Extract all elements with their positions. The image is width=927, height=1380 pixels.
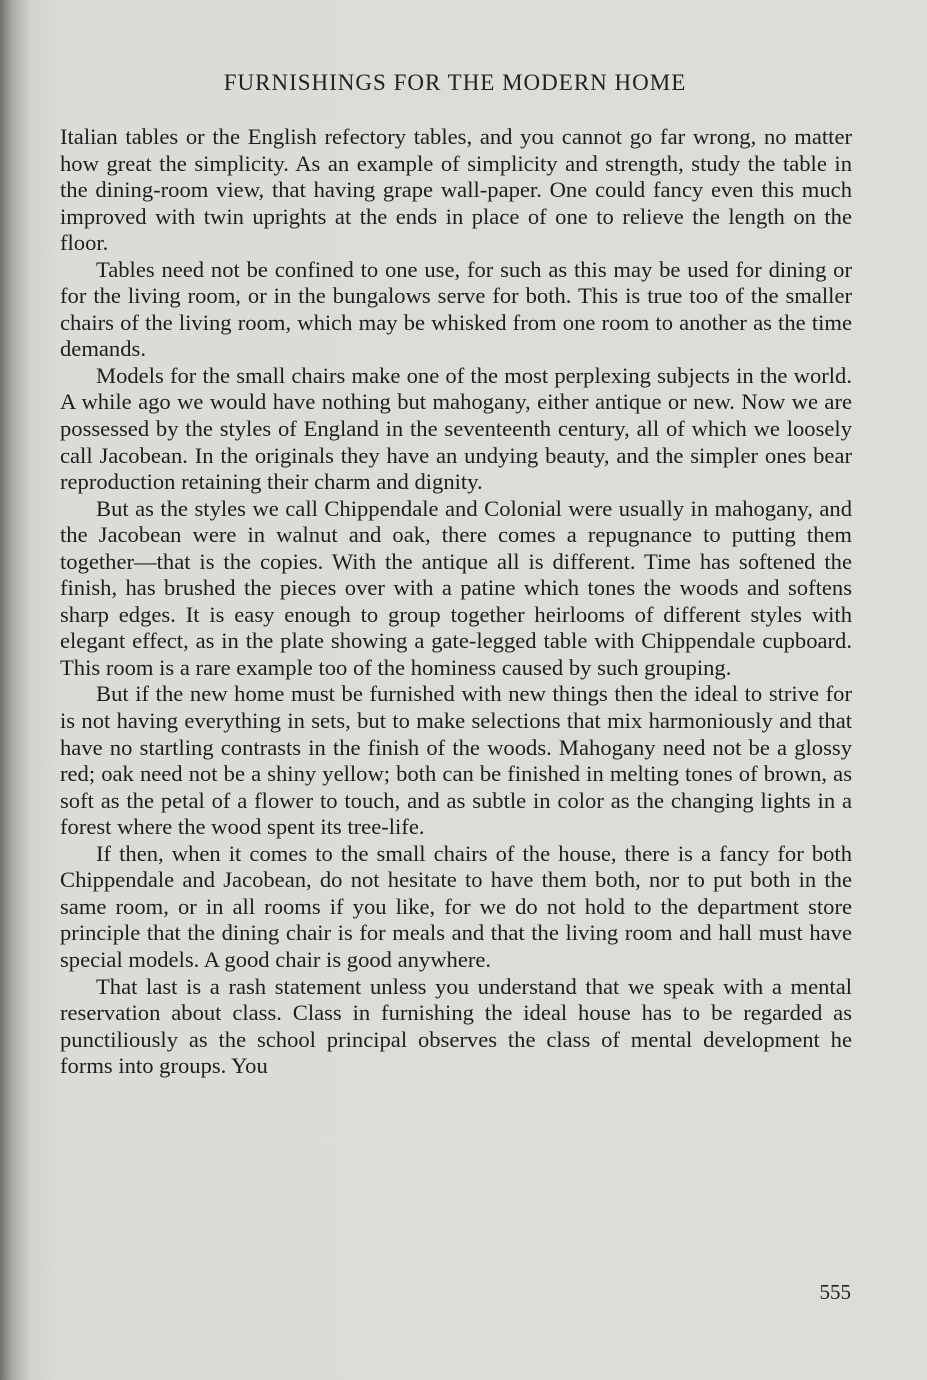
paragraph: But if the new home must be furnished with new things then the ideal to strive for is not having everything in sets, but to make selections that mix harmoniously and that have no startling contrasts in the finish of the woods. Mahogany need not be a glossy red; oak need not be a shiny yellow; both can be finished in melting tones of brown, as soft as the petal of a flower to touch, and as subtle in color as the changing lights in a forest where the wood spent its tree-life. [60,681,852,840]
body-text [60,124,852,1080]
paragraph: That last is a rash statement unless you understand that we speak with a mental reservation about class. Class in furnishing the ideal house has to be regarded as punctiliously as the school principal observes the class of mental development he forms into groups. You [60,973,852,1079]
paragraph: If then, when it comes to the small chairs of the house, there is a fancy for both Chippendale and Jacobean, do not hesitate to have them both, nor to put both in the same room, or in all rooms if you like, for we do not hold to the department store principle that the dining chair is for meals and that the living room and hall must have special models. A good chair is good anywhere. [60,840,852,972]
paragraph: Tables need not be confined to one use, for such as this may be used for dining or for the living room, or in the bungalows serve for both. This is true too of the smaller chairs of the living room, which may be whisked from one room to another as the time demands. [60,256,852,362]
page-number: 555 [819,1280,851,1304]
running-head: FURNISHINGS FOR THE MODERN HOME [223,70,687,95]
paragraph: Italian tables or the English refectory tables, and you cannot go far wrong, no matter how great the simplicity. As an example of simplicity and strength, study the table in the dining-room view, that having grape wall-paper. One could fancy even this much improved with twin uprights at the ends in place of one to relieve the length on the floor. [60,124,852,256]
paragraph: But as the styles we call Chippendale and Colonial were usually in mahogany, and the Jacobean were in walnut and oak, there comes a repugnance to putting them together—that is the copies. With the antique all is different. Time has softened the finish, has brushed the pieces over with a patine which tones the woods and softens sharp edges. It is easy enough to group together heirlooms of different styles with elegant effect, as in the plate showing a gate-legged table with Chippendale cupboard. This room is a rare example too of the hominess caused by such grouping. [60,495,852,680]
paragraph: Models for the small chairs make one of the most perplexing subjects in the world. A while ago we would have nothing but mahogany, either antique or new. Now we are possessed by the styles of England in the seventeenth century, all of which we loosely call Jacobean. In the originals they have an undying beauty, and the simpler ones bear reproduction retaining their charm and dignity. [60,362,852,495]
